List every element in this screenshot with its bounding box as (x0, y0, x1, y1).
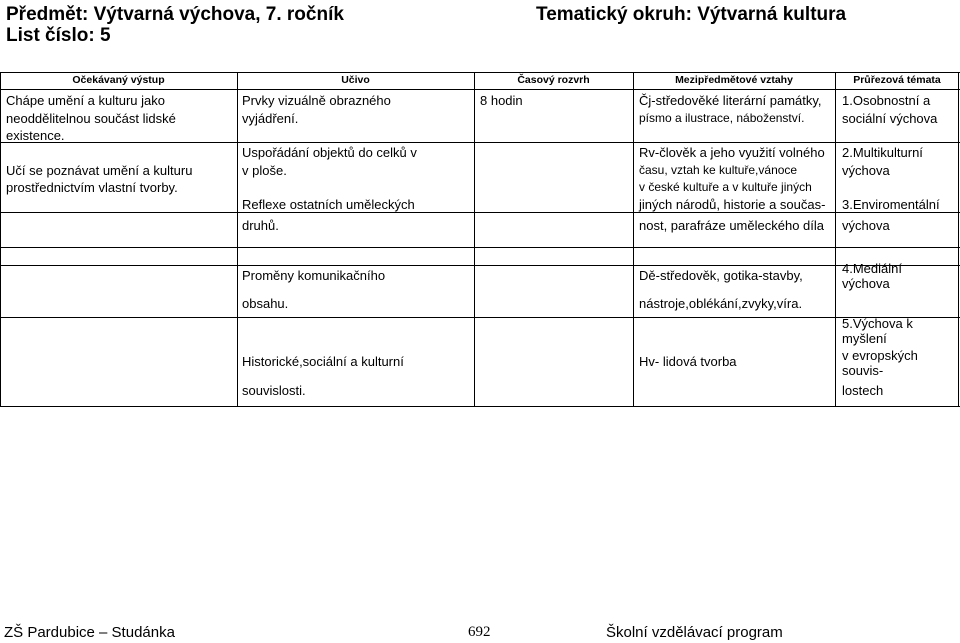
header-cross-topics: Průřezová témata (853, 74, 941, 86)
curriculum-line: Uspořádání objektů do celků v (242, 145, 417, 160)
topic-title: Tematický okruh: Výtvarná kultura (536, 4, 847, 25)
footer-page-number: 692 (468, 624, 491, 640)
relation-line: Čj-středověké literární památky, (639, 93, 822, 108)
topic-line: lostech (842, 383, 884, 398)
topic-line: 1.Osobnostní a (842, 93, 931, 108)
footer-program: Školní vzdělávací program (606, 624, 783, 641)
output-line: Učí se poznávat umění a kulturu (6, 163, 193, 178)
output-line: existence. (6, 128, 65, 143)
topic-line: myšlení (842, 331, 887, 346)
footer-school: ZŠ Pardubice – Studánka (4, 624, 175, 641)
curriculum-line: Proměny komunikačního (242, 268, 386, 283)
topic-line: 4.Mediální (842, 261, 902, 276)
relation-line: v české kultuře a v kultuře jiných (639, 180, 812, 194)
relation-line: Hv- lidová tvorba (639, 354, 737, 369)
output-line: Chápe umění a kulturu jako (6, 93, 165, 108)
relation-line: Rv-člověk a jeho využití volného (639, 145, 825, 160)
output-line: neoddělitelnou součást lidské (6, 111, 176, 126)
curriculum-line: Reflexe ostatních uměleckých (242, 197, 415, 212)
topic-line: 2.Multikulturní (842, 145, 923, 160)
header-cross-subject: Mezipředmětové vztahy (675, 74, 793, 86)
sheet-number: List číslo: 5 (6, 25, 111, 46)
relation-line: času, vztah ke kultuře,vánoce (639, 163, 798, 177)
time-allocation: 8 hodin (480, 93, 523, 108)
relation-line: Dě-středověk, gotika-stavby, (639, 268, 803, 283)
relation-line: nástroje,oblékání,zvyky,víra. (639, 296, 803, 311)
header-curriculum: Učivo (341, 74, 370, 86)
topic-line: výchova (842, 218, 890, 233)
relation-line: jiných národů, historie a součas- (639, 197, 826, 212)
output-line: prostřednictvím vlastní tvorby. (6, 180, 178, 195)
topic-line: sociální výchova (842, 111, 938, 126)
topic-line: 3.Enviromentální (842, 197, 940, 212)
curriculum-line: vyjádření. (242, 111, 299, 126)
topic-line: výchova (842, 276, 890, 291)
relation-line: písmo a ilustrace, náboženství. (639, 111, 805, 125)
header-expected-output: Očekávaný výstup (72, 74, 165, 86)
header-time-schedule: Časový rozvrh (517, 74, 590, 86)
topic-line: 5.Výchova k (842, 316, 913, 331)
subject-title: Předmět: Výtvarná výchova, 7. ročník (6, 4, 344, 25)
curriculum-line: Historické,sociální a kulturní (242, 354, 404, 369)
topic-line: souvis- (842, 363, 884, 378)
curriculum-line: souvislosti. (242, 383, 306, 398)
curriculum-line: Prvky vizuálně obrazného (242, 93, 391, 108)
curriculum-line: obsahu. (242, 296, 289, 311)
curriculum-line: druhů. (242, 218, 279, 233)
topic-line: v evropských (842, 348, 918, 363)
topic-line: výchova (842, 163, 890, 178)
curriculum-line: v ploše. (242, 163, 287, 178)
relation-line: nost, parafráze uměleckého díla (639, 218, 824, 233)
